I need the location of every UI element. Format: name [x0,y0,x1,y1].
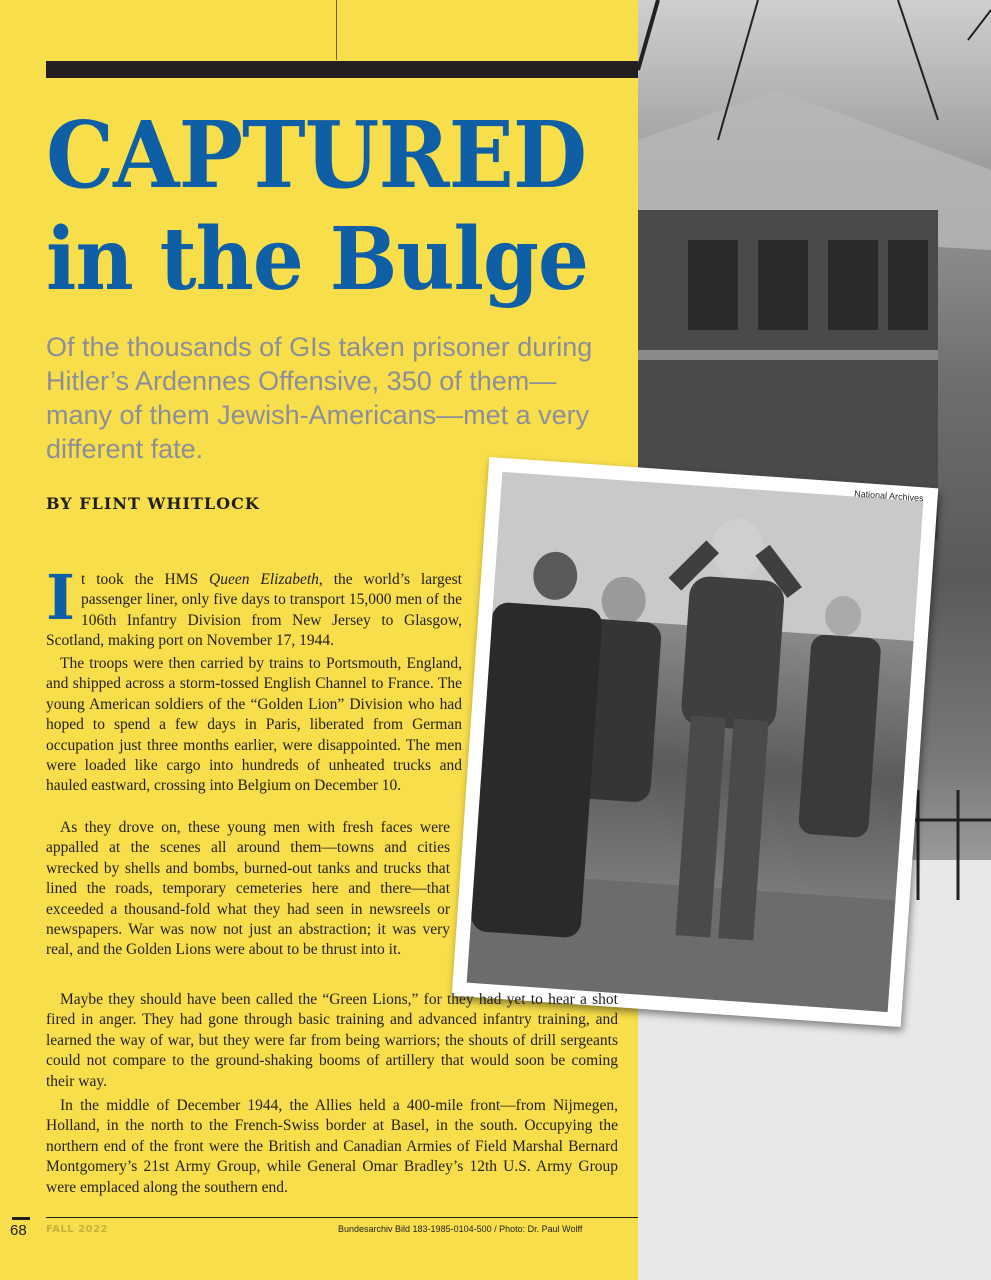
footer-page-mark [12,1217,30,1220]
body-paragraph-5: In the middle of December 1944, the Allies held a 400-mile front—from Nijmegen, Holland, in the north to the French-Swiss border at Basel, in the south. Occupying the northern end of the front were the British and Canadian Armies of Field Marshal Bernard Montgomery’s 21st Army Group, while General Omar Bradley’s 12th U.S. Army Group were emplaced along the southern end. [46,1097,618,1196]
body-paragraph-4: Maybe they should have been called the “Green Lions,” for they had yet to hear a shot fired in anger. They had gone through basic training and advanced infantry training, and learned the way of war, but they were far from being warriors; the shouts of drill sergeants could not compare to the ground-shaking booms of artillery that would soon be coming their way. [46,991,618,1090]
issue-label: FALL 2022 [46,1224,108,1235]
body-paragraph-3: As they drove on, these young men with fresh faces were appalled at the scenes all around them—towns and cities wrecked by shells and bombs, burned-out tanks and trucks that lined the roads, temporary cemeteries here and there—that exceeded a thousand-fold what they had seen in newsreels or newspapers. War was now not just an abstraction; it was very real, and the Golden Lions were about to be thrust into it. [46,819,450,959]
headline-line-2: in the Bulge [46,209,588,310]
headline-line-1: CAPTURED [46,101,587,209]
body-paragraph-1 [46,561,462,652]
background-photo-credit: Bundesarchiv Bild 183-1985-0104-500 / Photo: Dr. Paul Wolff [338,1224,583,1234]
body-paragraph-2: The troops were then carried by trains to Portsmouth, England, and shipped across a storm-tossed English Channel to France. The young American soldiers of the “Golden Lion” Division who had hoped to spend a few days in Paris, liberated from German occupation just three months earlier, were disappointed. The men were loaded like cargo into hundreds of unheated trucks and hauled eastward, crossing into Belgium on December 10. [46,655,462,795]
page-number: 68 [10,1222,27,1239]
p1-text-after: , the world’s largest passenger liner, only five days to transport 15,000 men of the 106th Infantry Division from New Jersey to Glasgow, Scotland, making port on November 17, 1944. [46,571,462,650]
p1-text-before: t took the HMS [81,571,210,588]
byline: BY FLINT WHITLOCK [46,494,260,513]
ship-name: Queen Elizabeth [209,571,319,588]
inset-photo-prisoners [467,472,924,1012]
headline-top-bar [46,61,638,78]
inset-photo-frame [452,457,939,1027]
photo-illustration-prisoners [467,472,924,1012]
top-divider-line [336,0,337,60]
footer-rule [46,1217,638,1218]
deck-subtitle: Of the thousands of GIs taken prisoner during Hitler’s Ardennes Offensive, 350 of them—many of them Jewish-Americans—met a very different fate. [46,332,593,464]
drop-cap: I [46,561,76,634]
inset-photo-credit: National Archives [853,488,924,504]
